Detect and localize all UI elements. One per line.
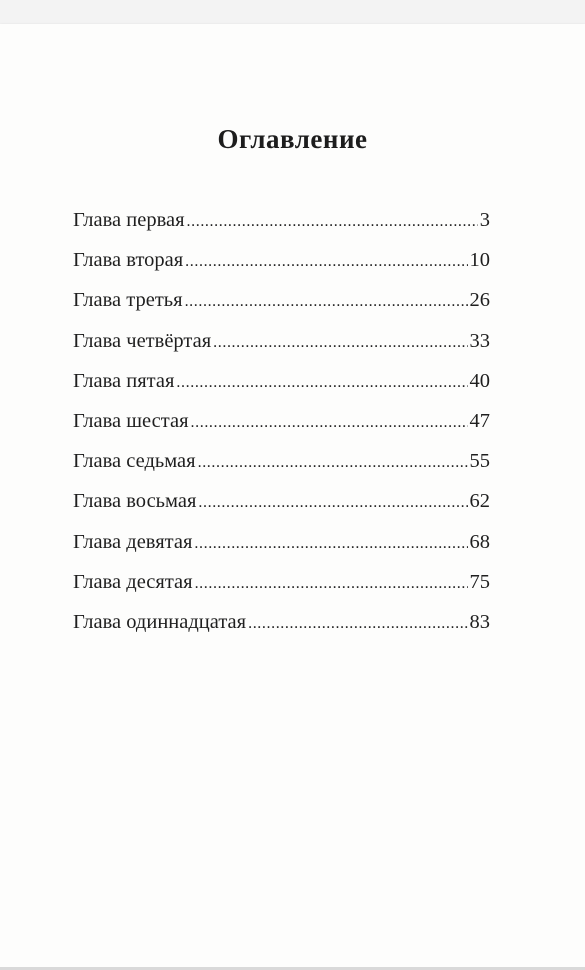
dot-leader bbox=[198, 494, 467, 512]
dot-leader bbox=[213, 334, 467, 352]
toc-entry bbox=[73, 450, 490, 490]
toc-entry-title: Глава восьмая bbox=[73, 490, 197, 513]
toc-entry-page-number: 47 bbox=[469, 409, 490, 432]
dot-leader bbox=[185, 253, 467, 271]
dot-leader bbox=[187, 213, 478, 231]
toc-entry bbox=[73, 611, 490, 651]
toc-entry-page-number: 62 bbox=[469, 490, 490, 513]
page-title: Оглавление bbox=[217, 124, 368, 154]
toc-entry bbox=[73, 289, 490, 329]
toc-entry-page-number: 83 bbox=[469, 610, 490, 633]
toc-entry-page-number: 10 bbox=[469, 249, 490, 272]
toc-entry-title: Глава десятая bbox=[73, 570, 193, 593]
toc-entry bbox=[73, 490, 490, 530]
toc-entry-page-number: 68 bbox=[469, 530, 490, 553]
dot-leader bbox=[198, 454, 468, 472]
dot-leader bbox=[185, 293, 468, 311]
toc-entry-page-number: 33 bbox=[469, 329, 490, 352]
toc-entry-title: Глава третья bbox=[73, 289, 183, 312]
dot-leader bbox=[195, 575, 468, 593]
toc-entry-title: Глава пятая bbox=[73, 369, 175, 392]
book-page bbox=[0, 24, 585, 970]
dot-leader bbox=[194, 535, 467, 553]
toc-entry-title: Глава девятая bbox=[73, 530, 193, 553]
toc-entry-page-number: 55 bbox=[469, 450, 490, 473]
dot-leader bbox=[176, 374, 467, 392]
toc-entry-title: Глава вторая bbox=[73, 249, 184, 272]
toc-entry-page-number: 75 bbox=[469, 570, 490, 593]
toc-entry-title: Глава седьмая bbox=[73, 450, 196, 473]
toc-entry-title: Глава четвёртая bbox=[73, 329, 212, 352]
toc-entry-page-number: 40 bbox=[469, 369, 490, 392]
toc-entry-title: Глава шестая bbox=[73, 409, 189, 432]
toc-entry bbox=[73, 209, 490, 249]
toc-entry-title: Глава одиннадцатая bbox=[73, 610, 247, 633]
toc-entry bbox=[73, 410, 490, 450]
toc-entry bbox=[73, 330, 490, 370]
toc-entry bbox=[73, 531, 490, 571]
toc-entry-page-number: 26 bbox=[469, 289, 490, 312]
toc-entry bbox=[73, 571, 490, 611]
toc-entry bbox=[73, 249, 490, 289]
dot-leader bbox=[248, 615, 467, 633]
toc-entry-title: Глава первая bbox=[73, 209, 185, 231]
toc-entry bbox=[73, 370, 490, 410]
dot-leader bbox=[191, 414, 468, 432]
table-of-contents bbox=[73, 209, 490, 651]
toc-entry-page-number: 3 bbox=[479, 209, 490, 231]
